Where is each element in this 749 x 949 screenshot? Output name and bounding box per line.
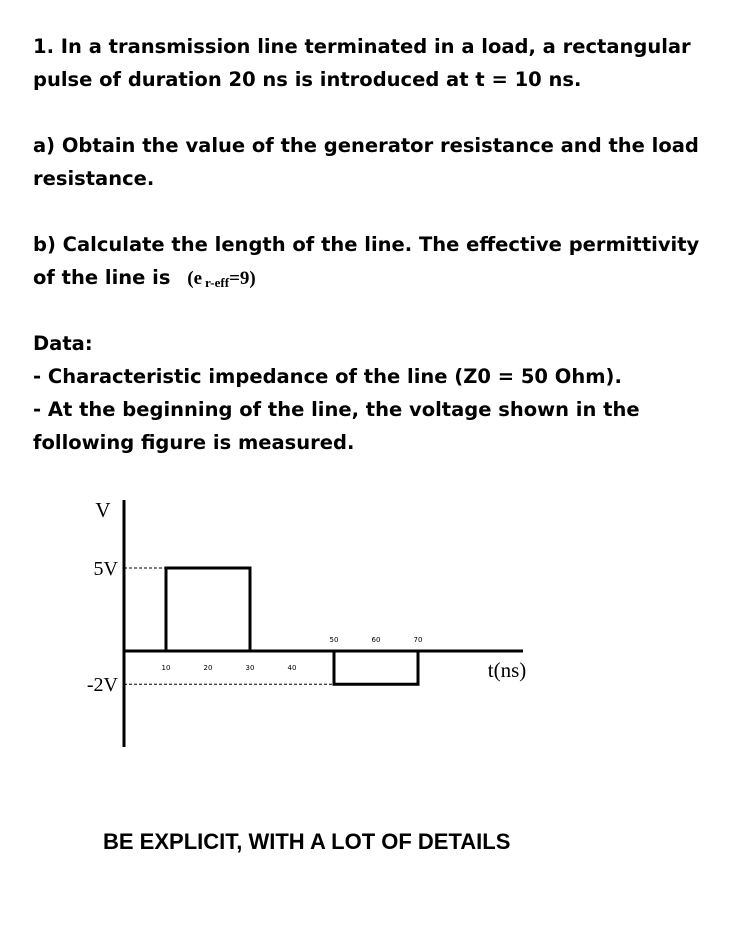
- y-axis-label: V: [95, 498, 111, 522]
- x-tick-label: 50: [329, 636, 339, 644]
- x-tick-label: 40: [287, 664, 297, 672]
- data-item-3: following figure is measured.: [33, 431, 355, 454]
- y-tick-label: 5V: [93, 558, 118, 580]
- permittivity-subscript: r-eff: [205, 275, 230, 290]
- part-b-prefix: of the line is: [33, 266, 171, 289]
- y-tick-label: -2V: [86, 674, 118, 697]
- data-item-1: - Characteristic impedance of the line (Z0 = 50 Ohm).: [33, 365, 622, 388]
- x-axis-label: t(ns): [487, 658, 527, 682]
- footer-instruction: BE EXPLICIT, WITH A LOT OF DETAILS: [103, 829, 511, 854]
- permittivity-value: =9): [229, 268, 256, 289]
- x-tick-label: 30: [245, 664, 255, 672]
- x-tick-label: 70: [413, 636, 423, 644]
- x-tick-label: 20: [203, 664, 213, 672]
- data-heading: Data:: [33, 332, 93, 355]
- x-tick-label: 10: [161, 664, 171, 672]
- data-item-2: - At the beginning of the line, the voltage shown in the: [33, 398, 640, 421]
- part-a-line-2: resistance.: [33, 167, 155, 190]
- permittivity-open: (e: [187, 268, 203, 289]
- part-b-line-1: b) Calculate the length of the line. The effective permittivity: [33, 233, 700, 256]
- x-tick-label: 60: [371, 636, 381, 644]
- voltage-waveform: [124, 568, 523, 684]
- problem-line-1: 1. In a transmission line terminated in a load, a rectangular: [33, 35, 691, 58]
- problem-line-2: pulse of duration 20 ns is introduced at t = 10 ns.: [33, 68, 582, 91]
- part-a-line-1: a) Obtain the value of the generator resistance and the load: [33, 134, 699, 157]
